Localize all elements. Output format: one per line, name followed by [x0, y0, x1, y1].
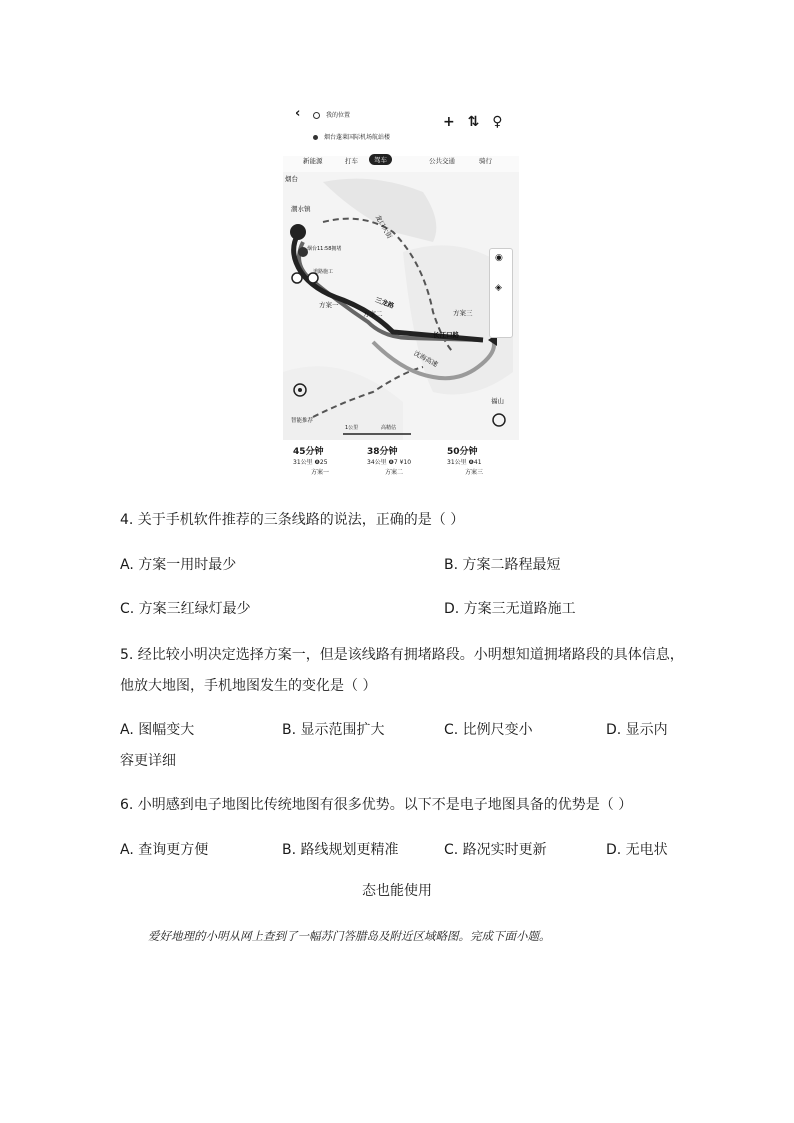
question-6-option-a: A. 查询更方便	[120, 842, 209, 858]
label-town: 潮水镇	[291, 205, 311, 213]
waypoint-marker-2	[292, 273, 302, 283]
label-smart-recommend[interactable]: 智能推荐	[291, 418, 314, 424]
origin-marker	[290, 224, 306, 240]
tab-new-energy[interactable]: 新能源	[303, 157, 323, 165]
question-4-option-a: A. 方案一用时最少	[120, 557, 237, 573]
question-4-stem: 4. 关于手机软件推荐的三条线路的说法，正确的是（ ）	[120, 512, 465, 528]
question-4-option-c: C. 方案三红绿灯最少	[120, 601, 251, 617]
label-area: 烟台	[285, 175, 298, 183]
back-arrow-icon[interactable]: ‹	[295, 106, 301, 121]
map-canvas[interactable]	[283, 172, 519, 442]
question-4-option-b: B. 方案二路程最短	[444, 557, 561, 573]
origin-dot-icon	[313, 112, 320, 119]
question-5-stem-line1: 5. 经比较小明决定选择方案一，但是该线路有拥堵路段。小明想知道拥堵路段的具体信息，	[120, 647, 684, 663]
question-6-option-c: C. 路况实时更新	[444, 842, 547, 858]
route-card-plan-two[interactable]: 38分钟 34公里 ❽7 ¥10 方案二	[367, 447, 412, 476]
label-plan-one: 方案一	[319, 301, 339, 309]
label-road-sanlong: 三龙路	[374, 295, 396, 311]
destination-pin-icon	[313, 135, 318, 140]
label-scale: 1公里	[345, 425, 359, 431]
tab-cycling[interactable]: 骑行	[479, 157, 492, 165]
header-tools[interactable]: + ⇅ ♀	[443, 114, 507, 130]
route-card-plan-one[interactable]: 45分钟 31公里 ❽25 方案一	[293, 447, 330, 476]
question-5-option-d-continued: 容更详细	[120, 753, 176, 769]
destination-field[interactable]: 烟台蓬莱国际机场航站楼	[313, 132, 390, 141]
question-5-option-d: D. 显示内	[606, 722, 668, 738]
label-scale-precision: 高精估	[381, 425, 397, 431]
traffic-toggle-icon[interactable]: ◉	[495, 253, 503, 263]
label-congestion: 烟台11:58拥堵	[307, 246, 342, 252]
layer-toggle-icon[interactable]: ◈	[495, 283, 502, 293]
route-search-header	[283, 100, 519, 156]
label-road-changjiangkou: 长江口路	[433, 331, 459, 339]
tab-taxi[interactable]: 打车	[345, 157, 358, 165]
tab-public-transit[interactable]: 公共交通	[429, 157, 455, 165]
next-section-caption: 爱好地理的小明从网上查到了一幅苏门答腊岛及附近区域略图。完成下面小题。	[148, 929, 551, 943]
label-mountain: 福山	[491, 397, 504, 405]
travel-mode-tabs	[283, 152, 519, 170]
label-plan-three: 方案三	[453, 309, 473, 317]
question-6-option-b: B. 路线规划更精准	[282, 842, 399, 858]
label-plan-two: 方案二	[363, 310, 383, 318]
question-6-option-d-continued: 态也能使用	[362, 883, 432, 899]
question-5-stem-line2: 他放大地图，手机地图发生的变化是（ ）	[120, 678, 377, 694]
label-road-shenhai: 沈海高速	[412, 349, 440, 369]
tab-drive[interactable]: 驾车	[369, 154, 392, 165]
question-6-stem: 6. 小明感到电子地图比传统地图有很多优势。以下不是电子地图具备的优势是（ ）	[120, 797, 633, 813]
route-card-plan-three[interactable]: 50分钟 31公里 ❽41 方案三	[447, 447, 484, 476]
question-5-option-a: A. 图幅变大	[120, 722, 195, 738]
question-4-option-d: D. 方案三无道路施工	[444, 601, 576, 617]
question-5-option-b: B. 显示范围扩大	[282, 722, 385, 738]
map-controls	[489, 248, 513, 338]
question-5-option-c: C. 比例尺变小	[444, 722, 533, 738]
origin-field[interactable]: 我的位置	[313, 110, 350, 119]
label-road-longkou: 龙口大街	[373, 213, 394, 241]
route-options	[283, 440, 519, 486]
map-screenshot	[283, 100, 519, 486]
label-construction: 道路施工	[313, 269, 334, 275]
question-6-option-d: D. 无电状	[606, 842, 668, 858]
